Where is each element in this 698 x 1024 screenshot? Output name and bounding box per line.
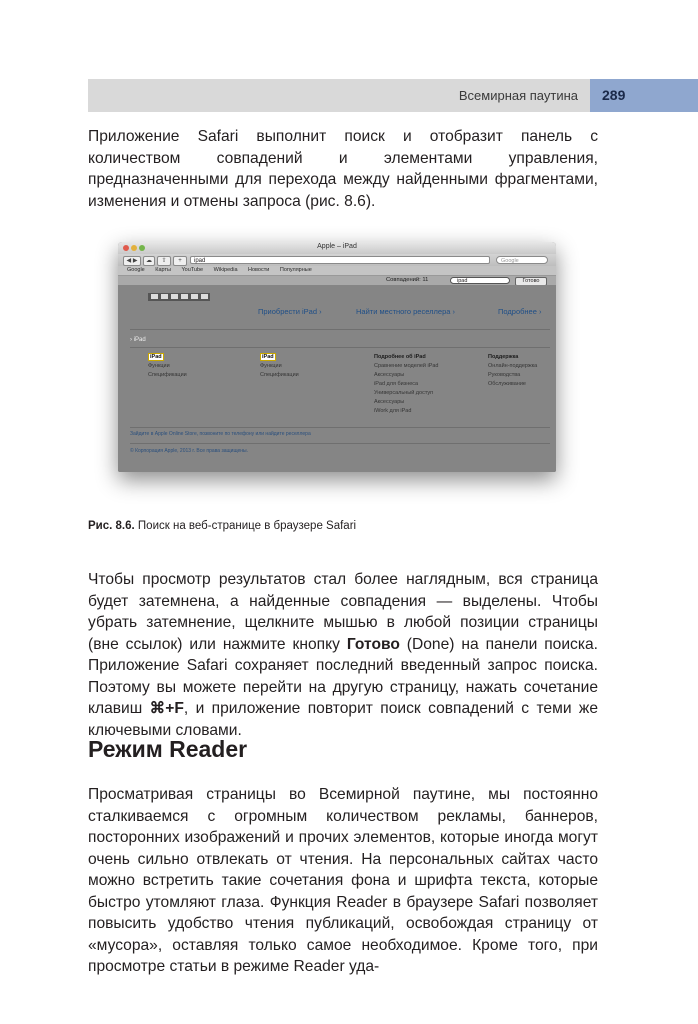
section-title: Режим Reader — [88, 736, 248, 762]
divider — [130, 329, 550, 330]
add-tab-icon: + — [173, 256, 187, 266]
promo-buy: Приобрести iPad › — [258, 307, 322, 316]
footer-store-line: Зайдите в Apple Online Store, позвоните по телефону или найдите реселлера — [130, 431, 311, 437]
find-count: Совпадений: 11 — [386, 277, 429, 283]
back-forward-icon: ◀ ▶ — [123, 256, 141, 266]
done-button-ref: Готово — [346, 635, 400, 653]
dimmed-page-content — [118, 285, 556, 472]
window-title: Apple – iPad — [317, 243, 357, 250]
bookmark-item: YouTube — [181, 267, 204, 273]
browser-toolbar — [118, 254, 556, 266]
bookmark-item: Wikipedia — [213, 267, 238, 273]
caption-text: Поиск на веб-странице в браузере Safari — [134, 520, 357, 532]
page-number-box — [590, 79, 698, 112]
bookmarks-bar — [118, 266, 556, 276]
divider — [130, 443, 550, 444]
footer-column: iPad Функции Спецификации — [260, 354, 299, 378]
promo-more: Подробнее › — [498, 307, 542, 316]
caption-label: Рис. 8.6. — [88, 520, 135, 532]
bookmark-item: Популярные — [279, 267, 312, 273]
page-number: 289 — [602, 87, 626, 103]
search-field: Google — [496, 256, 548, 264]
running-head — [88, 79, 596, 112]
footer-column: Поддержка Онлайн-поддержка Руководства Обслуживание — [488, 354, 538, 387]
paragraph-2: Чтобы просмотр результатов стал более наглядным, вся страница будет затемнена, а найденные совпадения — выделены. Чтобы убрать затемнение, щелкните мышью в любой позиции страницы (вне ссылок) или нажмите кнопку Готово (Done) на панели поиска. Приложение Safari сохраняет последний введенный запрос поиска. Поэтому вы можете перейти на другую страницу, нажать сочетание клавиш ⌘+F, и приложение повторит поиск совпадений с теми же ключевыми словами. — [88, 571, 599, 739]
footer-copyright: © Корпорация Apple, 2013 г. Все права защищены. — [130, 448, 249, 454]
breadcrumb: › iPad — [130, 337, 146, 343]
find-bar — [118, 276, 556, 285]
figure-safari-screenshot — [118, 242, 556, 472]
bookmark-item: Новости — [248, 267, 270, 273]
find-done-button: Готово — [515, 277, 547, 286]
footer-column: iPad Функции Спецификации — [148, 354, 187, 378]
divider — [130, 347, 550, 348]
cloud-icon: ☁ — [143, 256, 155, 266]
bookmark-item: Google — [127, 267, 145, 273]
footer-column: Подробнее об iPad Сравнение моделей iPad Аксессуары iPad для бизнеса Универсальный доступ Аксессуары iWork для iPad — [374, 354, 439, 414]
bookmark-item: Карты — [155, 267, 171, 273]
product-thumbnails — [148, 293, 210, 301]
paragraph-1: Приложение Safari выполнит поиск и отобразит панель с количеством совпадений и элементами управления, предназначенными для перехода между найденными фрагментами, изменения и отмены запроса (рис. 8.6). — [88, 128, 598, 210]
divider — [130, 427, 550, 428]
promo-reseller: Найти местного реселлера › — [356, 307, 456, 316]
address-field: ipad — [190, 256, 490, 264]
window-titlebar — [118, 242, 556, 254]
find-field: ipad — [450, 277, 510, 284]
paragraph-3: Просматривая страницы во Всемирной паутине, мы постоянно сталкиваемся с огромным количеством рекламы, баннеров, посторонних изображений и прочих элементов, которые иногда могут очень сильно отвлекать от чтения. На персональных сайтах часто можно встретить такие сочетания фона и шрифта текста, которые быстро утомляют глаза. Функция Reader в браузере Safari позволяет повысить удобство чтения публикаций, освобождая страницу от «мусора», оставляя только самое необходимое. Кроме того, при просмотре статьи в режиме Reader уда- — [88, 786, 598, 975]
shortcut-ref: ⌘+F — [149, 700, 184, 717]
running-head-section: Всемирная паутина — [458, 88, 578, 103]
figure-caption — [88, 520, 356, 532]
share-icon: ⇧ — [157, 256, 171, 266]
